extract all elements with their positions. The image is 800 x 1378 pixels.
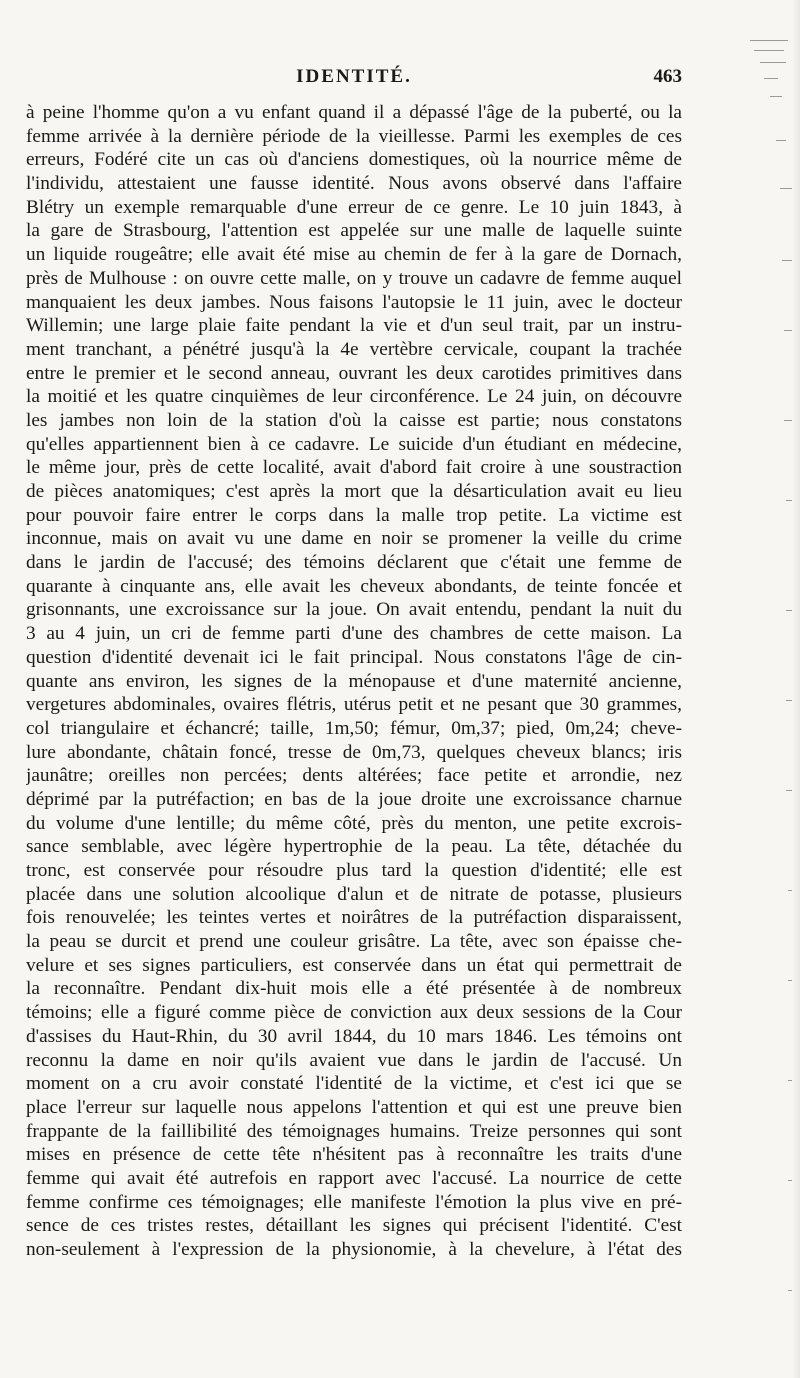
text-line: quante ans environ, les signes de la ménopause et d'une maternité ancienne, — [26, 670, 682, 692]
text-line: 3 au 4 juin, un cri de femme parti d'une des chambres de cette maison. La — [26, 623, 682, 645]
text-line: placée dans une solution alcoolique d'alun et de nitrate de potasse, plusieurs — [26, 883, 682, 905]
running-title: IDENTITÉ. — [296, 66, 412, 87]
text-line: Blétry un exemple remarquable d'une erreur de ce genre. Le 10 juin 1843, à — [26, 196, 682, 218]
text-line: un liquide rougeâtre; elle avait été mise au chemin de fer à la gare de Dornach, — [26, 244, 682, 266]
text-line: col triangulaire et échancré; taille, 1m,50; fémur, 0m,37; pied, 0m,24; cheve- — [26, 717, 682, 739]
text-line: Willemin; une large plaie faite pendant la vie et d'un seul trait, par un instru- — [26, 315, 682, 337]
text-line: sence de ces tristes restes, détaillant les signes qui précisent l'identité. C'est — [26, 1215, 682, 1237]
text-line: vergetures abdominales, ovaires flétris, utérus petit et ne pesant que 30 grammes, — [26, 694, 682, 716]
text-line: l'individu, attestaient une fausse identité. Nous avons observé dans l'affaire — [26, 173, 682, 195]
text-line: sance semblable, avec légère hypertrophie de la peau. La tête, détachée du — [26, 836, 682, 858]
text-line: mises en présence de cette tête n'hésitent pas à reconnaître les traits d'une — [26, 1144, 682, 1166]
text-line: jaunâtre; oreilles non percées; dents altérées; face petite et arrondie, nez — [26, 765, 682, 787]
text-line: reconnu la dame en noir qu'ils avaient vue dans le jardin de l'accusé. Un — [26, 1049, 682, 1071]
text-line: lure abondante, châtain foncé, tresse de 0m,73, quelques cheveux blancs; iris — [26, 741, 682, 763]
text-line: la moitié et les quatre cinquièmes de leur circonférence. Le 24 juin, on découvre — [26, 386, 682, 408]
text-line: fois renouvelée; les teintes vertes et noirâtres de la putréfaction disparaissent, — [26, 907, 682, 929]
text-line: place l'erreur sur laquelle nous appelons l'attention et qui est une preuve bien — [26, 1096, 682, 1118]
text-line: femme qui avait été autrefois en rapport avec l'accusé. La nourrice de cette — [26, 1167, 682, 1189]
text-line: quarante à cinquante ans, elle avait les cheveux abondants, de teinte foncée et — [26, 575, 682, 597]
page-number: 463 — [653, 66, 682, 87]
text-line: inconnue, mais on avait vu une dame en noir se promener la veille du crime — [26, 528, 682, 550]
text-line: pour pouvoir faire entrer le corps dans la malle trop petite. La victime est — [26, 504, 682, 526]
text-line: d'assises du Haut-Rhin, du 30 avril 1844, du 10 mars 1846. Les témoins ont — [26, 1025, 682, 1047]
text-line: les jambes non loin de la station d'où la caisse est partie; nous constatons — [26, 409, 682, 431]
text-line: ment tranchant, a pénétré jusqu'à la 4e vertèbre cervicale, coupant la trachée — [26, 338, 682, 360]
text-line: grisonnants, une excroissance sur la joue. On avait entendu, pendant la nuit du — [26, 599, 682, 621]
scan-margin-marks — [740, 0, 800, 1378]
text-line: la gare de Strasbourg, l'attention est appelée sur une malle de laquelle suinte — [26, 220, 682, 242]
text-line: femme confirme ces témoignages; elle manifeste l'émotion la plus vive en pré- — [26, 1191, 682, 1213]
text-line: à peine l'homme qu'on a vu enfant quand il a dépassé l'âge de la puberté, ou la — [26, 102, 682, 123]
text-line: qu'elles appartiennent bien à ce cadavre. Le suicide d'un étudiant en médecine, — [26, 433, 682, 455]
text-line: déprimé par la putréfaction; en bas de la joue droite une excroissance charnue — [26, 788, 682, 810]
text-line: la reconnaître. Pendant dix-huit mois elle a été présentée à de nombreux — [26, 978, 682, 1000]
text-line: du volume d'une lentille; du même côté, près du menton, une petite excrois- — [26, 812, 682, 834]
text-line: la peau se durcit et prend une couleur grisâtre. La tête, avec son épaisse che- — [26, 931, 682, 953]
text-line: manquaient les deux jambes. Nous faisons l'autopsie le 11 juin, avec le docteur — [26, 291, 682, 313]
scan-edge-shadow — [792, 0, 800, 1378]
text-line: non-seulement à l'expression de la physionomie, à la chevelure, à l'état des — [26, 1239, 682, 1260]
text-line: velure et ses signes particuliers, est conservée dans un état qui permettrait de — [26, 954, 682, 976]
text-line: femme arrivée à la dernière période de la vieillesse. Parmi les exemples de ces — [26, 125, 682, 147]
text-line: question d'identité devenait ici le fait principal. Nous constatons l'âge de cin- — [26, 646, 682, 668]
page-header — [26, 66, 682, 92]
text-line: erreurs, Fodéré cite un cas où d'anciens domestiques, où la nourrice même de — [26, 149, 682, 171]
text-line: dans le jardin de l'accusé; des témoins déclarent que c'était une femme de — [26, 552, 682, 574]
text-line: près de Mulhouse : on ouvre cette malle, on y trouve un cadavre de femme auquel — [26, 267, 682, 289]
text-line: entre le premier et le second anneau, ouvrant les deux carotides primitives dans — [26, 362, 682, 384]
text-line: le même jour, près de cette localité, avait d'abord fait croire à une soustraction — [26, 457, 682, 479]
text-line: de pièces anatomiques; c'est après la mort que la désarticulation avait eu lieu — [26, 481, 682, 502]
text-line: témoins; elle a figuré comme pièce de conviction aux deux sessions de la Cour — [26, 1002, 682, 1024]
body-paragraph — [26, 101, 682, 1262]
text-line: frappante de la faillibilité des témoignages humains. Treize personnes qui sont — [26, 1120, 682, 1142]
text-line: moment on a cru avoir constaté l'identité de la victime, et c'est ici que se — [26, 1073, 682, 1095]
text-line: tronc, est conservée pour résoudre plus tard la question d'identité; elle est — [26, 860, 682, 881]
